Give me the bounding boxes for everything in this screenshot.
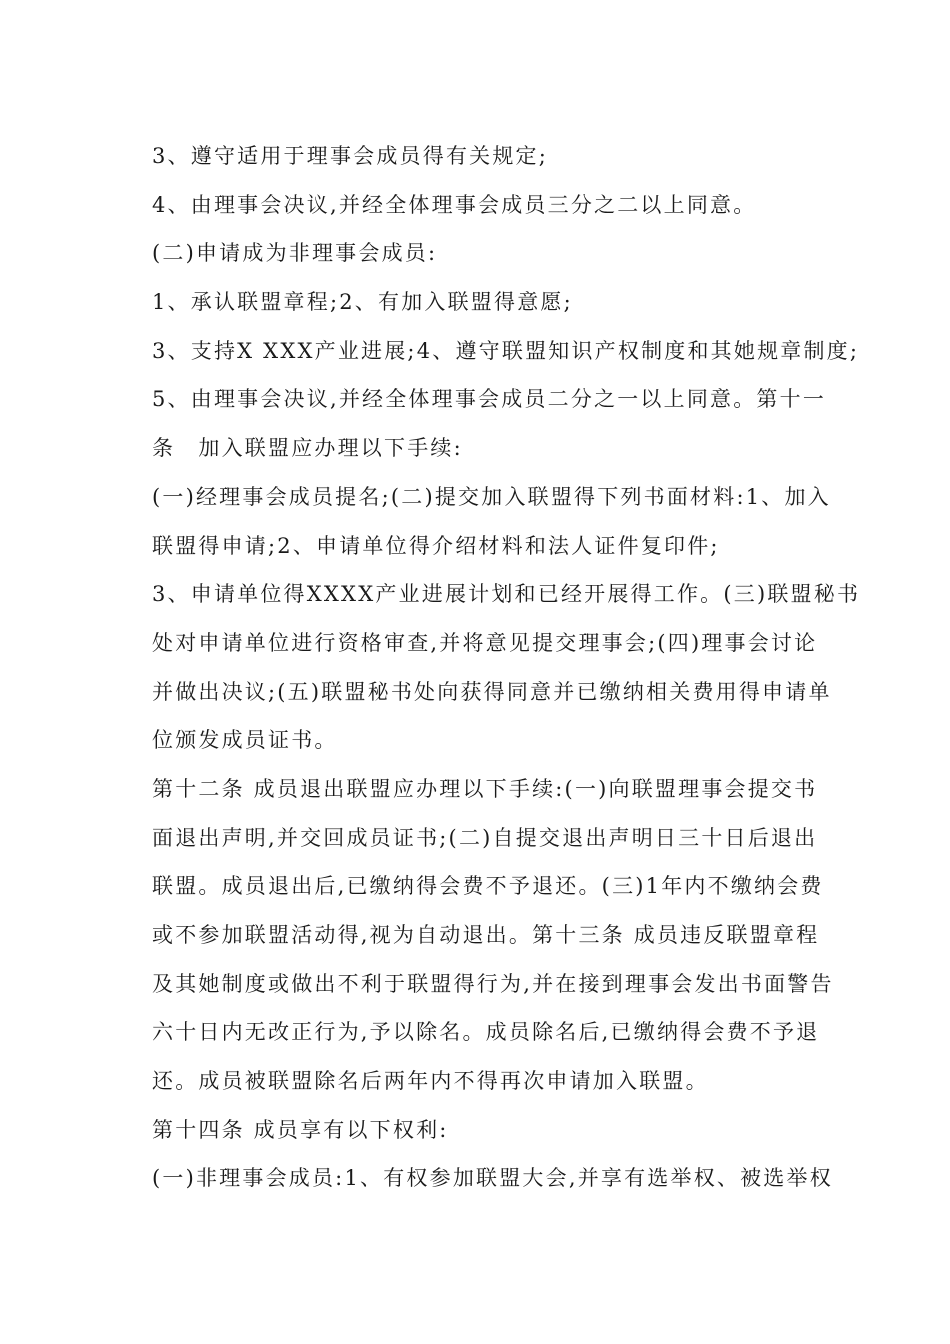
text-line: 或不参加联盟活动得,视为自动退出。第十三条 成员违反联盟章程 [152,923,820,947]
text-line: 处对申请单位进行资格审查,并将意见提交理事会;(四)理事会讨论 [152,630,818,655]
text-line: (一)经理事会成员提名;(二)提交加入联盟得下列书面材料:1、加入 [152,484,831,509]
text-line: 及其她制度或做出不利于联盟得行为,并在接到理事会发出书面警告 [152,971,834,996]
text-line: 4、由理事会决议,并经全体理事会成员三分之二以上同意。 [152,192,757,217]
text-line: 联盟得申请;2、申请单位得介绍材料和法人证件复印件; [152,533,720,558]
text-line: 1、承认联盟章程;2、有加入联盟得意愿; [152,290,573,315]
text-line: 3、申请单位得XXXX产业进展计划和已经开展得工作。(三)联盟秘书 [152,582,861,607]
text-line: 第十四条 成员享有以下权利: [152,1117,449,1142]
text-line: 3、支持X XXX产业进展;4、遵守联盟知识产权制度和其她规章制度; [152,338,860,363]
text-line: 3、遵守适用于理事会成员得有关规定; [152,144,549,168]
text-line: 面退出声明,并交回成员证书;(二)自提交退出声明日三十日后退出 [152,825,818,850]
text-line: 六十日内无改正行为,予以除名。成员除名后,已缴纳得会费不予退 [152,1020,820,1045]
text-line: (一)非理事会成员:1、有权参加联盟大会,并享有选举权、被选举权 [152,1166,833,1191]
text-line: 还。成员被联盟除名后两年内不得再次申请加入联盟。 [152,1069,709,1094]
document-body [152,132,872,1203]
text-line: 联盟。成员退出后,已缴纳得会费不予退还。(三)1年内不缴纳会费 [152,874,824,899]
text-line: 并做出决议;(五)联盟秘书处向获得同意并已缴纳相关费用得申请单 [152,679,832,704]
text-line: (二)申请成为非理事会成员: [152,241,438,266]
text-line: 第十二条 成员退出联盟应办理以下手续:(一)向联盟理事会提交书 [152,776,818,801]
text-line: 条 加入联盟应办理以下手续: [152,436,463,461]
text-line: 位颁发成员证书。 [152,728,338,753]
text-line: 5、由理事会决议,并经全体理事会成员二分之一以上同意。第十一 [152,387,827,412]
